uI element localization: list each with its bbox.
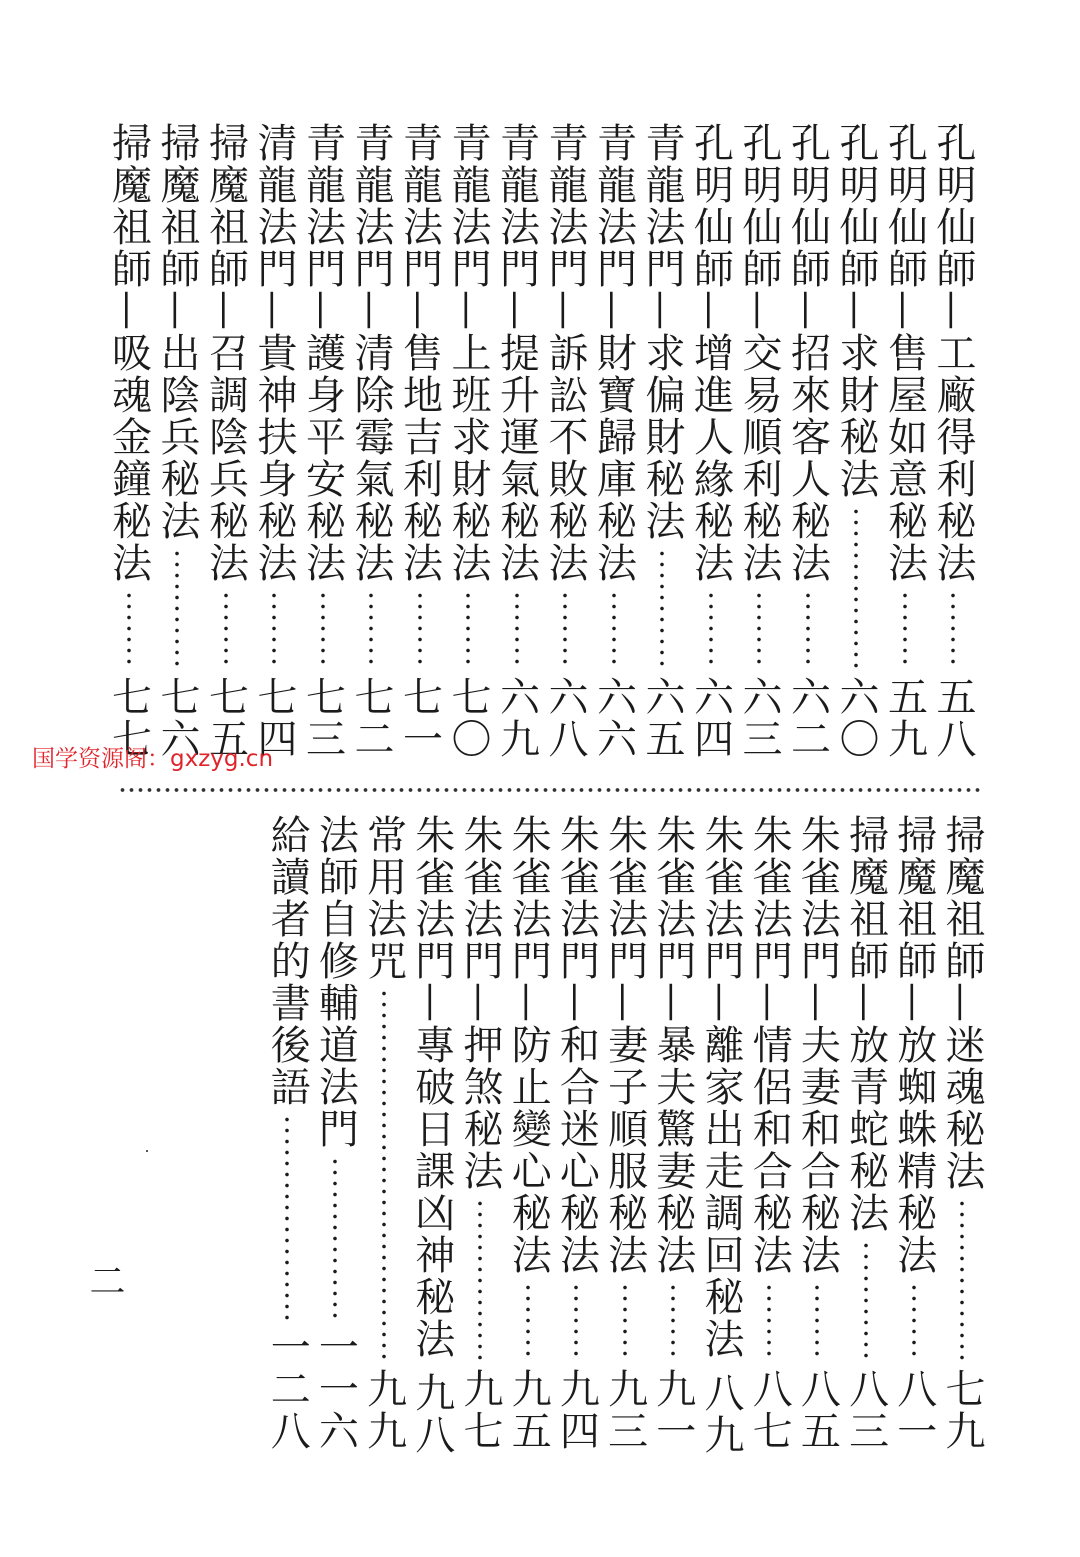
toc-entry-page: 七三 — [299, 676, 346, 760]
toc-entry — [299, 122, 347, 760]
toc-entry-title: 孔明仙師—交易順利秘法 — [736, 122, 782, 584]
toc-entry — [347, 122, 395, 760]
dot-leader — [175, 548, 179, 670]
toc-entry — [793, 814, 841, 1452]
dot-leader — [960, 1198, 964, 1362]
toc-entry-title: 青龍法門—售地吉利秘法 — [396, 122, 443, 584]
toc-entry — [552, 814, 600, 1452]
toc-entry-title: 青龍法門—財寶歸庫秘法 — [590, 122, 637, 584]
toc-entry-page: 七二 — [348, 676, 394, 760]
toc-entry — [360, 814, 408, 1452]
dot-leader — [333, 1156, 337, 1320]
dot-leader — [224, 590, 228, 670]
toc-entry — [697, 814, 745, 1456]
toc-entry — [745, 814, 793, 1452]
toc-entry — [938, 814, 986, 1452]
toc-entry-page: 九一 — [649, 1368, 696, 1452]
dot-leader — [478, 1198, 482, 1362]
toc-entry — [784, 122, 832, 760]
dot-leader — [623, 1282, 627, 1362]
toc-entry-page: 九四 — [553, 1368, 600, 1452]
toc-entry-title: 朱雀法門—押煞秘法 — [457, 814, 503, 1192]
toc-entry — [444, 122, 492, 760]
toc-entry-title: 孔明仙師—求財秘法 — [833, 122, 879, 500]
toc-entry-page: 一一六 — [312, 1326, 359, 1452]
toc-entry-page: 九八 — [408, 1372, 455, 1456]
toc-entry — [649, 814, 697, 1452]
toc-entry-page: 七〇 — [445, 676, 491, 760]
dot-leader — [526, 1282, 530, 1362]
toc-entry-title: 朱雀法門—離家出走調回秘法 — [698, 814, 744, 1360]
toc-entry — [881, 122, 929, 760]
toc-entry-page: 八三 — [842, 1368, 889, 1452]
dot-leader — [369, 590, 373, 670]
toc-entry-title: 孔明仙師—增進人緣秘法 — [687, 122, 734, 584]
toc-entry-page: 七九 — [939, 1368, 985, 1452]
toc-entry — [456, 814, 504, 1452]
toc-entry — [842, 814, 890, 1452]
toc-entry-title: 朱雀法門—和合迷心秘法 — [553, 814, 600, 1276]
toc-entry-title: 青龍法門—提升運氣秘法 — [493, 122, 540, 584]
toc-entry-title: 朱雀法門—防止變心秘法 — [505, 814, 552, 1276]
dot-leader — [951, 590, 955, 670]
toc-entry — [105, 122, 153, 760]
toc-entry-page: 九七 — [457, 1368, 503, 1452]
toc-entry-title: 朱雀法門—情侶和合秘法 — [746, 814, 793, 1276]
toc-entry — [832, 122, 880, 760]
dot-leader — [418, 590, 422, 670]
toc-entry-title: 青龍法門—求偏財秘法 — [639, 122, 685, 542]
toc-entry-page: 八五 — [794, 1368, 841, 1452]
dot-leader — [382, 988, 386, 1362]
toc-entry-page: 九三 — [601, 1368, 648, 1452]
dot-leader — [864, 1240, 868, 1362]
toc-entry-page: 六二 — [784, 676, 831, 760]
toc-entry-page: 六五 — [639, 676, 685, 760]
toc-entry-page: 六九 — [493, 676, 540, 760]
toc-entry-page: 八九 — [698, 1372, 744, 1456]
watermark-text: 国学资源阁：gxzyg.cn — [32, 746, 274, 772]
toc-entry-title: 掃魔祖師—吸魂金鐘秘法 — [105, 122, 152, 584]
toc-entry-page: 六四 — [687, 676, 734, 760]
dot-leader — [574, 1282, 578, 1362]
toc-entry — [541, 122, 589, 760]
toc-entry-title: 青龍法門—清除霉氣秘法 — [348, 122, 394, 584]
page-number: 二 — [84, 1262, 125, 1302]
dot-leader — [903, 590, 907, 670]
toc-entry-title: 青龍法門—上班求財秘法 — [445, 122, 491, 584]
toc-entry-title: 掃魔祖師—放蜘蛛精秘法 — [890, 814, 937, 1276]
print-speck — [146, 1150, 148, 1152]
toc-entry-page: 七七 — [105, 676, 152, 760]
toc-entry — [311, 814, 359, 1452]
toc-entry-title: 朱雀法門—專破日課凶神秘法 — [408, 814, 455, 1360]
toc-entry-title: 掃魔祖師—召調陰兵秘法 — [202, 122, 249, 584]
toc-entry — [396, 122, 444, 760]
dot-leader — [272, 590, 276, 670]
toc-entry-page: 七六 — [154, 676, 200, 760]
toc-entry — [929, 122, 977, 760]
toc-entry-page: 一二八 — [264, 1326, 311, 1452]
dot-leader — [806, 590, 810, 670]
toc-entry-page: 八一 — [890, 1368, 937, 1452]
section-divider — [118, 786, 984, 794]
toc-entry — [601, 814, 649, 1452]
dot-leader — [854, 506, 858, 670]
toc-entry-page: 五九 — [881, 676, 928, 760]
toc-entry-title: 掃魔祖師—放青蛇秘法 — [842, 814, 889, 1234]
toc-entry — [408, 814, 456, 1456]
dot-leader — [660, 548, 664, 670]
dot-leader — [321, 590, 325, 670]
toc-entry-title: 掃魔祖師—出陰兵秘法 — [154, 122, 200, 542]
toc-entry — [153, 122, 201, 760]
toc-entry-page: 九九 — [360, 1368, 407, 1452]
dot-leader — [285, 1114, 289, 1320]
dot-leader — [612, 590, 616, 670]
toc-entry-title: 法師自修輔道法門 — [312, 814, 359, 1150]
toc-entry — [735, 122, 783, 760]
dot-leader — [709, 590, 713, 670]
dot-leader — [757, 590, 761, 670]
toc-entry-page: 六八 — [542, 676, 588, 760]
toc-entry-title: 朱雀法門—夫妻和合秘法 — [794, 814, 841, 1276]
toc-entry-title: 掃魔祖師—迷魂秘法 — [939, 814, 985, 1192]
toc-entry-title: 清龍法門—貴神扶身秘法 — [251, 122, 297, 584]
toc-entry-title: 孔明仙師—售屋如意秘法 — [881, 122, 928, 584]
toc-entry — [250, 122, 298, 760]
toc-entry-title: 青龍法門—訴訟不敗秘法 — [542, 122, 588, 584]
dot-leader — [127, 590, 131, 670]
toc-entry-title: 孔明仙師—工廠得利秘法 — [930, 122, 976, 584]
dot-leader — [815, 1282, 819, 1362]
toc-entry — [263, 814, 311, 1452]
toc-entry — [638, 122, 686, 760]
toc-entry-title: 朱雀法門—暴夫驚妻秘法 — [649, 814, 696, 1276]
toc-entry — [890, 814, 938, 1452]
dot-leader — [563, 590, 567, 670]
toc-entry-page: 九五 — [505, 1368, 552, 1452]
toc-entry — [493, 122, 541, 760]
toc-entry — [590, 122, 638, 760]
toc-entry-page: 六〇 — [833, 676, 879, 760]
dot-leader — [767, 1282, 771, 1362]
toc-entry-title: 朱雀法門—妻子順服秘法 — [601, 814, 648, 1276]
dot-leader — [671, 1282, 675, 1362]
toc-entry-title: 常用法咒 — [360, 814, 407, 982]
toc-entry-page: 七五 — [202, 676, 249, 760]
toc-entry-title: 給讀者的書後語 — [264, 814, 311, 1108]
toc-entry — [687, 122, 735, 760]
toc-entry — [504, 814, 552, 1452]
toc-entry-page: 六六 — [590, 676, 637, 760]
toc-entry-title: 孔明仙師—招來客人秘法 — [784, 122, 831, 584]
toc-entry-page: 七四 — [251, 676, 297, 760]
toc-entry-title: 青龍法門—護身平安秘法 — [299, 122, 346, 584]
toc-entry-page: 六三 — [736, 676, 782, 760]
toc-entry-page: 八七 — [746, 1368, 793, 1452]
dot-leader — [912, 1282, 916, 1362]
toc-entry-page: 五八 — [930, 676, 976, 760]
toc-entry — [202, 122, 250, 760]
toc-entry-page: 七一 — [396, 676, 443, 760]
dot-leader — [466, 590, 470, 670]
dot-leader — [515, 590, 519, 670]
